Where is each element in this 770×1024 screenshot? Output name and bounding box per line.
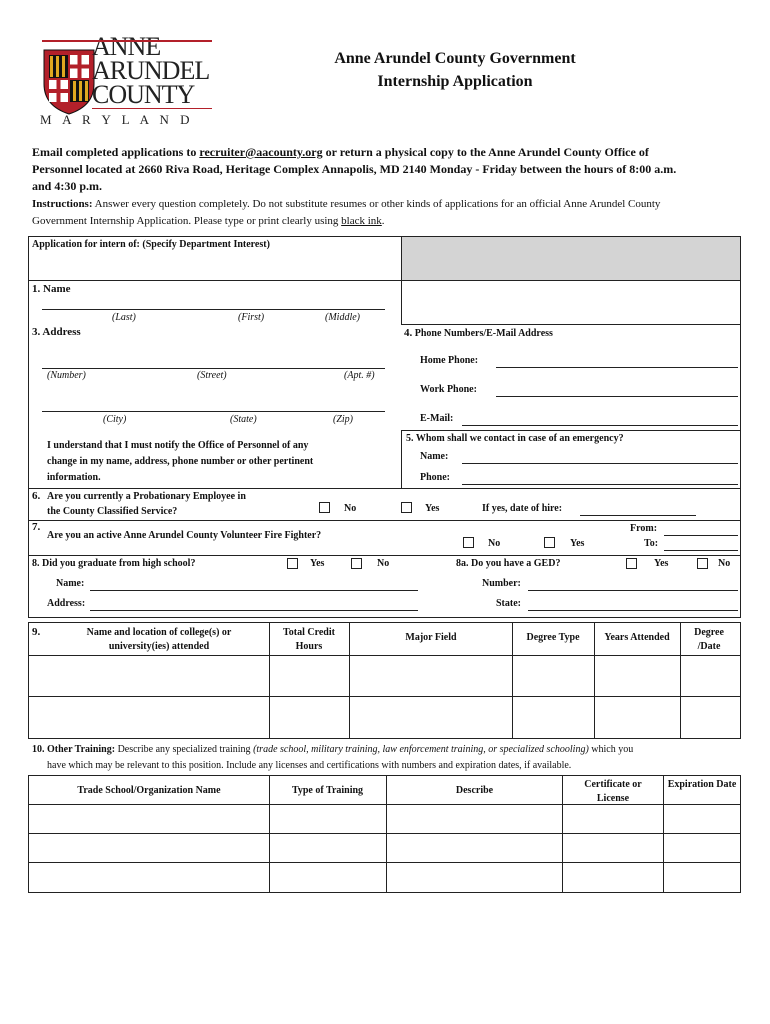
train-header-type: Type of Training	[291, 785, 364, 796]
q8a-no-label: No	[718, 558, 731, 569]
q6-no-label: No	[344, 503, 357, 514]
emergency-label: 5. Whom shall we contact in case of an emergency?	[406, 433, 624, 444]
email-notice	[32, 144, 752, 195]
email-notice-line3: and 4:30 p.m.	[32, 179, 103, 193]
edu-header-degree-type: Degree Type	[526, 632, 580, 643]
q8-no-checkbox[interactable]	[351, 558, 362, 569]
q7-from-input[interactable]	[664, 523, 738, 536]
q8a-text: 8a. Do you have a GED?	[456, 558, 561, 569]
q6-yes-checkbox[interactable]	[401, 502, 412, 513]
q8-no-label: No	[377, 558, 390, 569]
phone-email-label	[404, 327, 553, 339]
school-name-label: Name:	[56, 578, 85, 589]
divider	[401, 430, 402, 488]
address-label	[32, 326, 81, 338]
train-header-school: Trade School/Organization Name	[77, 785, 221, 796]
name-middle-caption: (Middle)	[325, 312, 360, 323]
addr-zip-caption: (Zip)	[333, 414, 353, 425]
work-phone-label: Work Phone:	[420, 384, 477, 395]
instructions	[32, 196, 752, 230]
q8-yes-label: Yes	[310, 558, 325, 569]
divider	[28, 280, 741, 281]
ged-number-label: Number:	[482, 578, 521, 589]
edu-header-degree-date: Degree /Date	[694, 627, 724, 652]
instructions-ink: black ink	[341, 215, 382, 227]
q7-to-label: To:	[644, 538, 659, 549]
name-label: 1. Name	[32, 283, 71, 295]
q8a-no-checkbox[interactable]	[697, 558, 708, 569]
addr-apt-caption: (Apt. #)	[344, 370, 375, 381]
edu-row-2[interactable]	[29, 697, 740, 738]
q8a-yes-label: Yes	[654, 558, 669, 569]
notify-text	[47, 438, 313, 486]
edu-header-school: Name and location of college(s) or university(ies) attended	[86, 627, 232, 652]
logo-top-rule	[42, 40, 212, 42]
addr-number-caption: (Number)	[47, 370, 86, 381]
email-notice-part1: Email completed applications to	[32, 145, 200, 159]
email-link[interactable]: recruiter@aacounty.org	[199, 145, 323, 159]
training-row-3[interactable]	[29, 863, 740, 892]
phone-text: Phone Numbers/E-Mail Address	[414, 328, 553, 339]
maryland-flag-emblem	[40, 44, 98, 116]
q7-number: 7.	[32, 521, 41, 533]
work-phone-input[interactable]	[496, 384, 738, 397]
addr-city-caption: (City)	[103, 414, 127, 425]
q8-text: 8. Did you graduate from high school?	[32, 558, 196, 569]
instructions-text2c: .	[381, 215, 385, 227]
q7-text: Are you an active Anne Arundel County Volunteer Fire Fighter?	[47, 530, 322, 541]
train-header-expiration: Expiration Date	[667, 779, 737, 790]
emergency-name-label: Name:	[420, 451, 449, 462]
edu-row-1[interactable]	[29, 656, 740, 696]
q7-yes-checkbox[interactable]	[544, 537, 555, 548]
logo-state: M A R Y L A N D	[40, 112, 194, 127]
q7-to-input[interactable]	[664, 538, 738, 551]
divider	[401, 430, 741, 431]
notify-line1: I understand that I must notify the Office of Personnel of any	[47, 440, 309, 451]
name-last-caption: (Last)	[112, 312, 136, 323]
training-text1-italic: (trade school, military training, law enforcement training, or specialized schooling)	[253, 744, 589, 755]
q8-yes-checkbox[interactable]	[287, 558, 298, 569]
training-row-1[interactable]	[29, 805, 740, 833]
address-street-input[interactable]	[42, 355, 385, 369]
address-number: 3.	[32, 326, 41, 338]
email-input[interactable]	[462, 413, 738, 426]
notify-line3: information.	[47, 472, 101, 483]
hire-date-input[interactable]	[580, 503, 696, 516]
divider	[401, 324, 741, 325]
training-text1: Describe any specialized training	[115, 744, 254, 755]
edu-header-major: Major Field	[405, 632, 457, 643]
emergency-name-input[interactable]	[462, 451, 738, 464]
logo-line1: ANNE	[92, 32, 161, 61]
q6-yes-label: Yes	[425, 503, 440, 514]
notify-line2: change in my name, address, phone number or other pertinent	[47, 456, 314, 467]
school-name-input[interactable]	[90, 578, 418, 591]
q7-from-label: From:	[630, 523, 658, 534]
train-header-describe: Describe	[455, 785, 494, 796]
email-label: E-Mail:	[420, 413, 454, 424]
name-input[interactable]	[42, 296, 385, 310]
ged-state-label: State:	[496, 598, 521, 609]
address-city-input[interactable]	[42, 398, 385, 412]
school-address-label: Address:	[47, 598, 86, 609]
q7-no-checkbox[interactable]	[463, 537, 474, 548]
logo-line3: COUNTY	[92, 80, 195, 109]
divider	[28, 520, 741, 521]
dept-interest-field[interactable]	[402, 237, 740, 280]
q7-yes-label: Yes	[570, 538, 585, 549]
logo-line2: ARUNDEL	[92, 56, 210, 85]
addr-street-caption: (Street)	[197, 370, 227, 381]
school-address-input[interactable]	[90, 598, 418, 611]
ged-number-input[interactable]	[528, 578, 738, 591]
instructions-label: Instructions:	[32, 198, 93, 210]
page-title: Anne Arundel County Government	[334, 50, 576, 67]
emergency-phone-input[interactable]	[462, 472, 738, 485]
email-notice-line2: Personnel located at 2660 Riva Road, Heritage Complex Annapolis, MD 2140 Monday - Friday between the hours of 8:00 a.m.	[32, 162, 677, 176]
training-description	[32, 742, 747, 774]
phone-number: 4.	[404, 327, 413, 339]
name-first-caption: (First)	[238, 312, 265, 323]
training-text2: have which may be relevant to this position. Include any licenses and certifications with numbers and expiration dates, if available.	[47, 760, 572, 771]
training-label: 10. Other Training:	[32, 744, 116, 755]
instructions-text2a: Government Internship Application. Please type or print clearly using	[32, 215, 342, 227]
q7-no-label: No	[488, 538, 501, 549]
address-text: Address	[42, 326, 81, 338]
edu-header-years: Years Attended	[604, 632, 670, 643]
county-logo	[36, 32, 216, 127]
q6-text	[47, 489, 246, 519]
instructions-text1: Answer every question completely. Do not substitute resumes or other kinds of applications for an official Anne Arundel County	[92, 198, 661, 210]
addr-state-caption: (State)	[230, 414, 257, 425]
emergency-phone-label: Phone:	[420, 472, 450, 483]
q6-number: 6.	[32, 490, 41, 502]
page-subtitle: Internship Application	[377, 73, 533, 90]
logo-bottom-rule	[92, 108, 212, 109]
training-text1-end: which you	[588, 744, 634, 755]
home-phone-input[interactable]	[496, 355, 738, 368]
q8a-yes-checkbox[interactable]	[626, 558, 637, 569]
train-header-certificate: Certificate or License	[584, 779, 642, 804]
ged-state-input[interactable]	[528, 598, 738, 611]
training-row-2[interactable]	[29, 834, 740, 862]
dept-interest-label: Application for intern of: (Specify Department Interest)	[32, 239, 270, 250]
hire-date-label: If yes, date of hire:	[482, 503, 563, 514]
edu-header-credits: Total Credit Hours	[283, 627, 335, 652]
q6-line1: Are you currently a Probationary Employee in	[47, 491, 246, 502]
email-notice-part2: or return a physical copy to the Anne Arundel County Office of	[322, 145, 649, 159]
q6-no-checkbox[interactable]	[319, 502, 330, 513]
home-phone-label: Home Phone:	[420, 355, 479, 366]
divider	[28, 555, 741, 556]
education-number: 9.	[32, 626, 41, 638]
q6-line2: the County Classified Service?	[47, 506, 178, 517]
